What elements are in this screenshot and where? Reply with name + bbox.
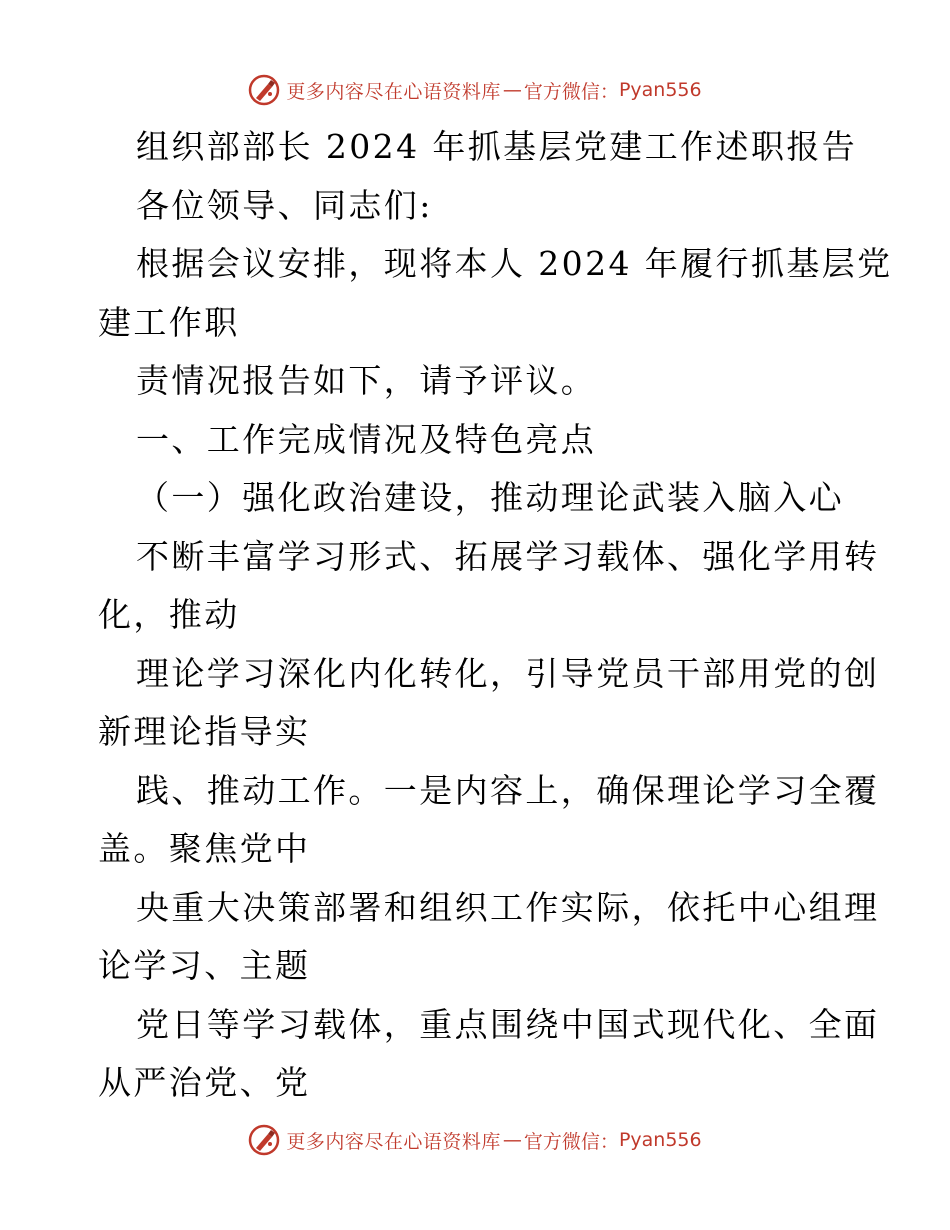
paragraph-line: 理论学习深化内化转化，引导党员干部用党的创 <box>136 653 880 693</box>
watermark-dash: — <box>502 79 522 101</box>
paragraph-line: 化，推动 <box>98 595 240 634</box>
watermark-banner-bottom <box>0 1120 950 1160</box>
paragraph-line: 责情况报告如下，请予评议。 <box>136 361 597 400</box>
watermark-text: 更多内容尽在心语资料库 <box>286 80 501 103</box>
paragraph-line: 根据会议安排，现将本人 2024 年履行抓基层党 <box>136 244 893 283</box>
watermark-dash: — <box>502 1129 522 1151</box>
paragraph-line: 从严治党、党 <box>98 1063 311 1102</box>
paragraph-line: 不断丰富学习形式、拓展学习载体、强化学用转 <box>136 536 880 576</box>
wechat-label: 官方微信： <box>523 1130 619 1153</box>
paragraph-line: 盖。聚焦党中 <box>98 829 311 868</box>
watermark-text: 更多内容尽在心语资料库 <box>286 1130 501 1153</box>
watermark-content <box>248 74 701 106</box>
pen-logo-icon <box>248 1124 280 1156</box>
paragraph-line: 论学习、主题 <box>98 946 311 985</box>
paragraph-line: 央重大决策部署和组织工作实际，依托中心组理 <box>136 887 880 927</box>
wechat-id: Pyan556 <box>618 79 702 101</box>
section-heading: 一、工作完成情况及特色亮点 <box>136 419 597 459</box>
paragraph-line: 建工作职 <box>98 302 240 342</box>
watermark-content <box>248 1124 701 1156</box>
subsection-heading: （一）强化政治建设，推动理论武装入脑入心 <box>136 478 844 517</box>
salutation: 各位领导、同志们: <box>136 185 433 225</box>
wechat-id: Pyan556 <box>618 1129 702 1151</box>
paragraph-line: 党日等学习载体，重点围绕中国式现代化、全面 <box>136 1004 880 1044</box>
paragraph-line: 新理论指导实 <box>98 712 311 751</box>
watermark-banner-top <box>0 70 950 110</box>
paragraph-line: 践、推动工作。一是内容上，确保理论学习全覆 <box>136 770 880 810</box>
wechat-label: 官方微信： <box>523 80 619 103</box>
pen-logo-icon <box>248 74 280 106</box>
document-body <box>98 118 893 1113</box>
document-title: 组织部部长 2024 年抓基层党建工作述职报告 <box>136 127 858 166</box>
